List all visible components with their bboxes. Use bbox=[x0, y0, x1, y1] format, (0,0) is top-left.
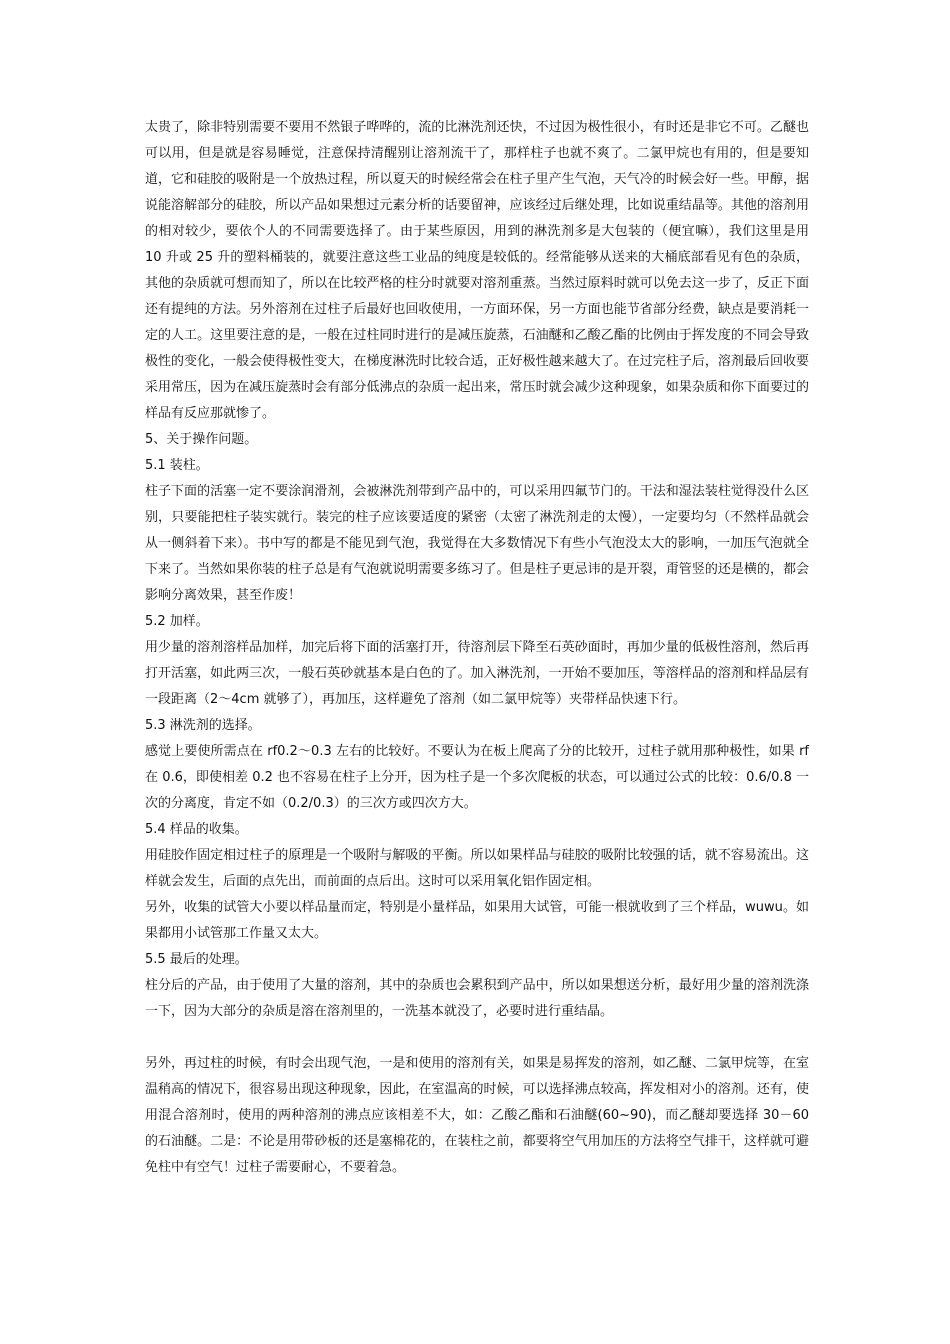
subsection-heading-final: 5.5 最后的处理。 bbox=[145, 952, 248, 967]
paragraph-collection-principle: 用硅胶作固定相过柱子的原理是一个吸附与解吸的平衡。所以如果样品与硅胶的吸附比较强的话，就不容易流出。这样就会发生，后面的点先出，而前面的点后出。这时可以采用氧化铝作固定相。 bbox=[145, 848, 809, 889]
paragraph-collection-tubes: 另外，收集的试管大小要以样品量而定，特别是小量样品，如果用大试管，可能一根就收到了三个样品，wuwu。如果都用小试管那工作量又太大。 bbox=[145, 900, 809, 941]
blank-line bbox=[145, 1025, 809, 1051]
paragraph-loading: 用少量的溶剂溶样品加样，加完后将下面的活塞打开，待溶剂层下降至石英砂面时，再加少量的低极性溶剂，然后再打开活塞，如此两三次，一般石英砂就基本是白色的了。加入淋洗剂，一开始不要加压，等溶样品的溶剂和样品层有一段距离（2～4cm 就够了），再加压，这样避免了溶剂（如二氯甲烷等）夹带样品快速下行。 bbox=[145, 640, 809, 707]
subsection-heading-collection: 5.4 样品的收集。 bbox=[145, 822, 248, 837]
paragraph-eluent: 感觉上要使所需点在 rf0.2～0.3 左右的比较好。不要认为在板上爬高了分的比较开，过柱子就用那种极性，如果 rf 在 0.6，即使相差 0.2 也不容易在柱子上分开，因为柱子是一个多次爬板的状态，可以通过公式的比较：0.6/0.8 一次的分离度，肯定不如（0.2/0.3）的三次方或四次方大。 bbox=[145, 744, 809, 811]
section-heading-operation: 5、关于操作问题。 bbox=[145, 432, 258, 447]
subsection-heading-eluent: 5.3 淋洗剂的选择。 bbox=[145, 718, 261, 733]
paragraph-bubbles: 另外，再过柱的时候，有时会出现气泡，一是和使用的溶剂有关，如果是易挥发的溶剂，如乙醚、二氯甲烷等，在室温稍高的情况下，很容易出现这种现象，因此，在室温高的时候，可以选择沸点较高，挥发相对小的溶剂。还有，使用混合溶剂时，使用的两种溶剂的沸点应该相差不大，如：乙酸乙酯和石油醚(60~90)，而乙醚却要选择 30－60 的石油醚。二是：不论是用带砂板的还是塞棉花的，在装柱之前，都要将空气用加压的方法将空气排干，这样就可避免柱中有空气！过柱子需要耐心，不要着急。 bbox=[145, 1056, 809, 1175]
subsection-heading-packing: 5.1 装柱。 bbox=[145, 458, 209, 473]
paragraph-solvent-notes: 太贵了，除非特别需要不要用不然银子哗哗的，流的比淋洗剂还快，不过因为极性很小，有时还是非它不可。乙醚也可以用，但是就是容易睡觉，注意保持清醒别让溶剂流干了，那样柱子也就不爽了。二氯甲烷也有用的，但是要知道，它和硅胶的吸附是一个放热过程，所以夏天的时候经常会在柱子里产生气泡，天气冷的时候会好一些。甲醇，据说能溶解部分的硅胶，所以产品如果想过元素分析的话要留神，应该经过后继处理，比如说重结晶等。其他的溶剂用的相对较少，要依个人的不同需要选择了。由于某些原因，用到的淋洗剂多是大包装的（便宜嘛），我们这里是用 10 升或 25 升的塑料桶装的，就要注意这些工业品的纯度是较低的。经常能够从送来的大桶底部看见有色的杂质，其他的杂质就可想而知了，所以在比较严格的柱分时就要对溶剂重蒸。当然过原料时就可以免去这一步了，反正下面还有提纯的方法。另外溶剂在过柱子后最好也回收使用，一方面环保，另一方面也能节省部分经费，缺点是要消耗一定的人工。这里要注意的是，一般在过柱同时进行的是减压旋蒸，石油醚和乙酸乙酯的比例由于挥发度的不同会导致极性的变化，一般会使得极性变大，在梯度淋洗时比较合适，正好极性越来越大了。在过完柱子后，溶剂最后回收要采用常压，因为在减压旋蒸时会有部分低沸点的杂质一起出来，常压时就会减少这种现象，如果杂质和你下面要过的样品有反应那就惨了。 bbox=[145, 120, 809, 421]
document-body bbox=[145, 115, 809, 1181]
paragraph-final-treatment: 柱分后的产品，由于使用了大量的溶剂，其中的杂质也会累积到产品中，所以如果想送分析，最好用少量的溶剂洗涤一下，因为大部分的杂质是溶在溶剂里的，一洗基本就没了，必要时进行重结晶。 bbox=[145, 978, 809, 1019]
paragraph-packing: 柱子下面的活塞一定不要涂润滑剂，会被淋洗剂带到产品中的，可以采用四氟节门的。干法和湿法装柱觉得没什么区别，只要能把柱子装实就行。装完的柱子应该要适度的紧密（太密了淋洗剂走的太慢），一定要均匀（不然样品就会从一侧斜着下来）。书中写的都是不能见到气泡，我觉得在大多数情况下有些小气泡没太大的影响，一加压气泡就全下来了。当然如果你装的柱子总是有气泡就说明需要多练习了。但是柱子更忌讳的是开裂，甭管竖的还是横的，都会影响分离效果，甚至作废！ bbox=[145, 484, 809, 603]
subsection-heading-loading: 5.2 加样。 bbox=[145, 614, 209, 629]
